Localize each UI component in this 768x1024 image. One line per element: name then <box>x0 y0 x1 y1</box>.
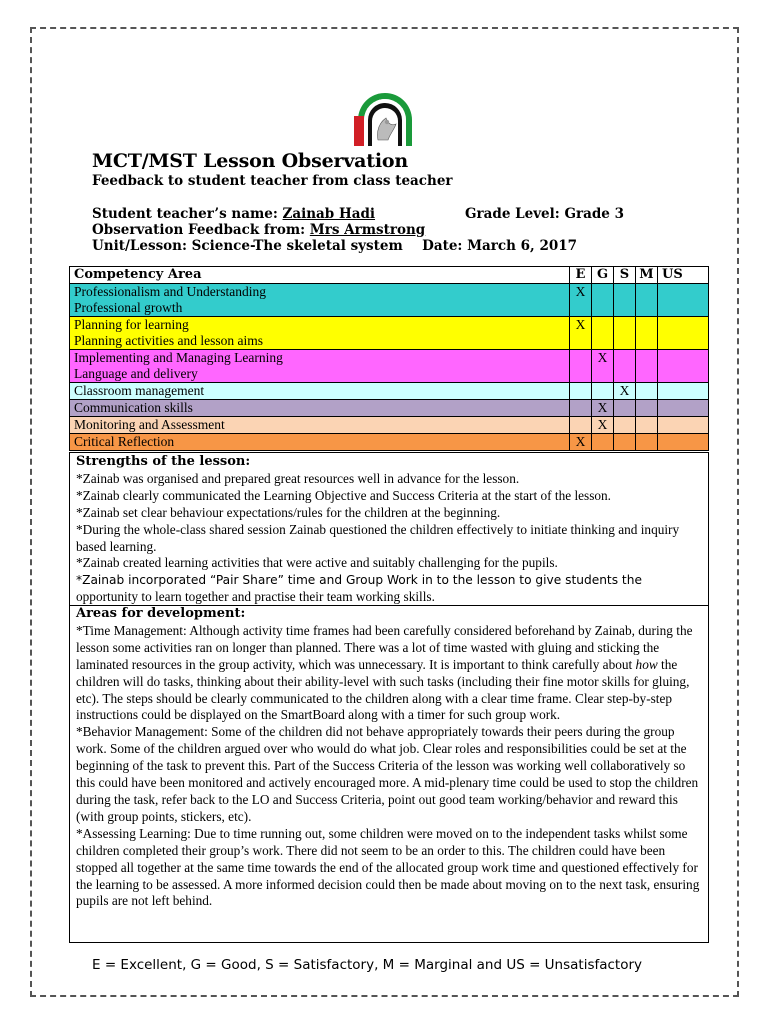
mark-m <box>636 417 658 434</box>
strengths-heading: Strengths of the lesson: <box>76 454 251 469</box>
table-row <box>70 317 709 350</box>
date-label: Date: <box>422 238 463 254</box>
mark-m <box>636 400 658 417</box>
grade-level <box>465 206 624 222</box>
mark-g: X <box>592 350 614 383</box>
competency-cell <box>70 350 570 383</box>
competency-cell: Critical Reflection <box>70 434 570 451</box>
mark-g: X <box>592 417 614 434</box>
development-section <box>69 605 709 943</box>
observer-label: Observation Feedback from: <box>92 222 306 238</box>
table-header-row <box>70 267 709 284</box>
mark-us <box>658 417 709 434</box>
table-row <box>70 434 709 451</box>
mark-us <box>658 284 709 317</box>
emblem-logo <box>352 80 418 150</box>
development-item-assessing-learning: *Assessing Learning: Due to time running out, some children were moved on to the independent tasks whilst some children completed their group’s work. There did not seem to be an order to this. The children could have been stopped all together at the same time towards the end of the allocated group work time and questioned effectively for the learning to be assessed. A more informed decision could then be made about moving on to the next task, ensuring pupils are not left behind. <box>76 825 700 909</box>
competency-cell: Classroom management <box>70 383 570 400</box>
unit-label: Unit/Lesson: <box>92 238 187 254</box>
table-row <box>70 383 709 400</box>
time-management-text-cont: the children will do tasks, thinking about their ability-level with such tasks (including their fine motor skills for gluing, etc). The steps should be clearly communicated to the children along with a clear time frame. Clear step-by-step instructions could be displayed on the SmartBoard along with a timer for such group work. <box>76 656 690 723</box>
student-name-line <box>92 206 375 222</box>
competency-cell: Communication skills <box>70 400 570 417</box>
development-item-behavior-management: *Behavior Management: Some of the children did not behave appropriately towards their peers during the group work. Some of the children argued over who would do what job. Clear roles and responsibilities could be set at the beginning of the task to prevent this. Part of the Success Criteria of the lesson was working well collaboratively so this could have been monitored and actively encouraged more. A mid-plenary time could be used to stop the children during the task, refer back to the LO and Success Criteria, point out good team working/behavior and reward this (with group points, stickers, etc). <box>76 724 699 824</box>
competency-line: Planning for learning <box>74 317 189 332</box>
mark-g <box>592 434 614 451</box>
mark-us <box>658 350 709 383</box>
mark-e <box>570 400 592 417</box>
student-name-value: Zainab Hadi <box>282 206 376 222</box>
header-e: E <box>570 267 592 284</box>
mark-us <box>658 400 709 417</box>
header-s: S <box>614 267 636 284</box>
header-us: US <box>658 267 709 284</box>
development-heading: Areas for development: <box>76 606 246 621</box>
mark-us <box>658 434 709 451</box>
mark-e <box>570 417 592 434</box>
logo-red-bar <box>354 116 364 146</box>
mark-m <box>636 284 658 317</box>
mark-g <box>592 317 614 350</box>
competency-cell <box>70 284 570 317</box>
student-name-label: Student teacher’s name: <box>92 206 278 222</box>
document-title: MCT/MST Lesson Observation <box>92 150 408 172</box>
mark-m <box>636 434 658 451</box>
competency-line: Professionalism and Understanding <box>74 284 266 299</box>
mark-us <box>658 383 709 400</box>
competency-line: Planning activities and lesson aims <box>74 333 263 348</box>
mark-m <box>636 350 658 383</box>
mark-s <box>614 434 636 451</box>
development-item-time-management <box>76 623 702 724</box>
falcon-head-icon <box>385 120 389 124</box>
mark-e: X <box>570 434 592 451</box>
mark-g: X <box>592 400 614 417</box>
mark-e <box>570 383 592 400</box>
mark-g <box>592 284 614 317</box>
date-value: March 6, 2017 <box>467 238 578 254</box>
mark-s <box>614 417 636 434</box>
strength-item: *Zainab incorporated “Pair Share” time and Group Work in to the lesson to give students the <box>76 573 642 588</box>
strengths-section <box>69 452 709 606</box>
mark-us <box>658 317 709 350</box>
strength-item: opportunity to learn together and practise their team working skills. <box>76 589 435 605</box>
grade-level-value: Grade 3 <box>564 206 624 222</box>
competency-table <box>69 266 709 451</box>
table-row <box>70 350 709 383</box>
mark-s: X <box>614 383 636 400</box>
rating-legend: E = Excellent, G = Good, S = Satisfactory, M = Marginal and US = Unsatisfactory <box>92 957 643 973</box>
strength-item: *Zainab set clear behaviour expectations/rules for the children at the beginning. <box>76 504 501 520</box>
observer-value: Mrs Armstrong <box>309 222 426 238</box>
grade-level-label: Grade Level: <box>465 206 560 222</box>
header-g: G <box>592 267 614 284</box>
mark-e <box>570 350 592 383</box>
strength-item: *Zainab created learning activities that were active and suitably challenging for the pupils. <box>76 555 558 571</box>
observer-line <box>92 222 425 238</box>
strength-item: *Zainab clearly communicated the Learning Objective and Success Criteria at the start of the lesson. <box>76 487 612 503</box>
mark-s <box>614 317 636 350</box>
mark-s <box>614 284 636 317</box>
unit-line <box>92 238 577 254</box>
unit-value: Science-The skeletal system <box>191 238 403 254</box>
table-row <box>70 417 709 434</box>
mark-s <box>614 400 636 417</box>
competency-line: Language and delivery <box>74 366 198 381</box>
time-management-emphasis: how <box>635 656 658 672</box>
mark-s <box>614 350 636 383</box>
strength-item: *Zainab was organised and prepared great resources well in advance for the lesson. <box>76 470 520 486</box>
document-subtitle: Feedback to student teacher from class teacher <box>92 173 453 189</box>
competency-cell <box>70 317 570 350</box>
mark-e: X <box>570 284 592 317</box>
table-row <box>70 284 709 317</box>
table-row <box>70 400 709 417</box>
strength-item: *During the whole-class shared session Zainab questioned the children effectively to initiate thinking and inquiry based learning. <box>76 521 680 554</box>
competency-cell: Monitoring and Assessment <box>70 417 570 434</box>
competency-line: Professional growth <box>74 300 183 315</box>
mark-m <box>636 383 658 400</box>
mark-e: X <box>570 317 592 350</box>
mark-g <box>592 383 614 400</box>
header-competency-area: Competency Area <box>70 267 570 284</box>
time-management-text: *Time Management: Although activity time frames had been carefully considered beforehand by Zainab, during the lesson some activities ran on longer than planned. There was a lot of time wasted with gluing and sticking the laminated resources in the group activity, which was unnecessary. It is important to think carefully about <box>76 622 693 672</box>
mark-m <box>636 317 658 350</box>
competency-line: Implementing and Managing Learning <box>74 350 283 365</box>
header-m: M <box>636 267 658 284</box>
